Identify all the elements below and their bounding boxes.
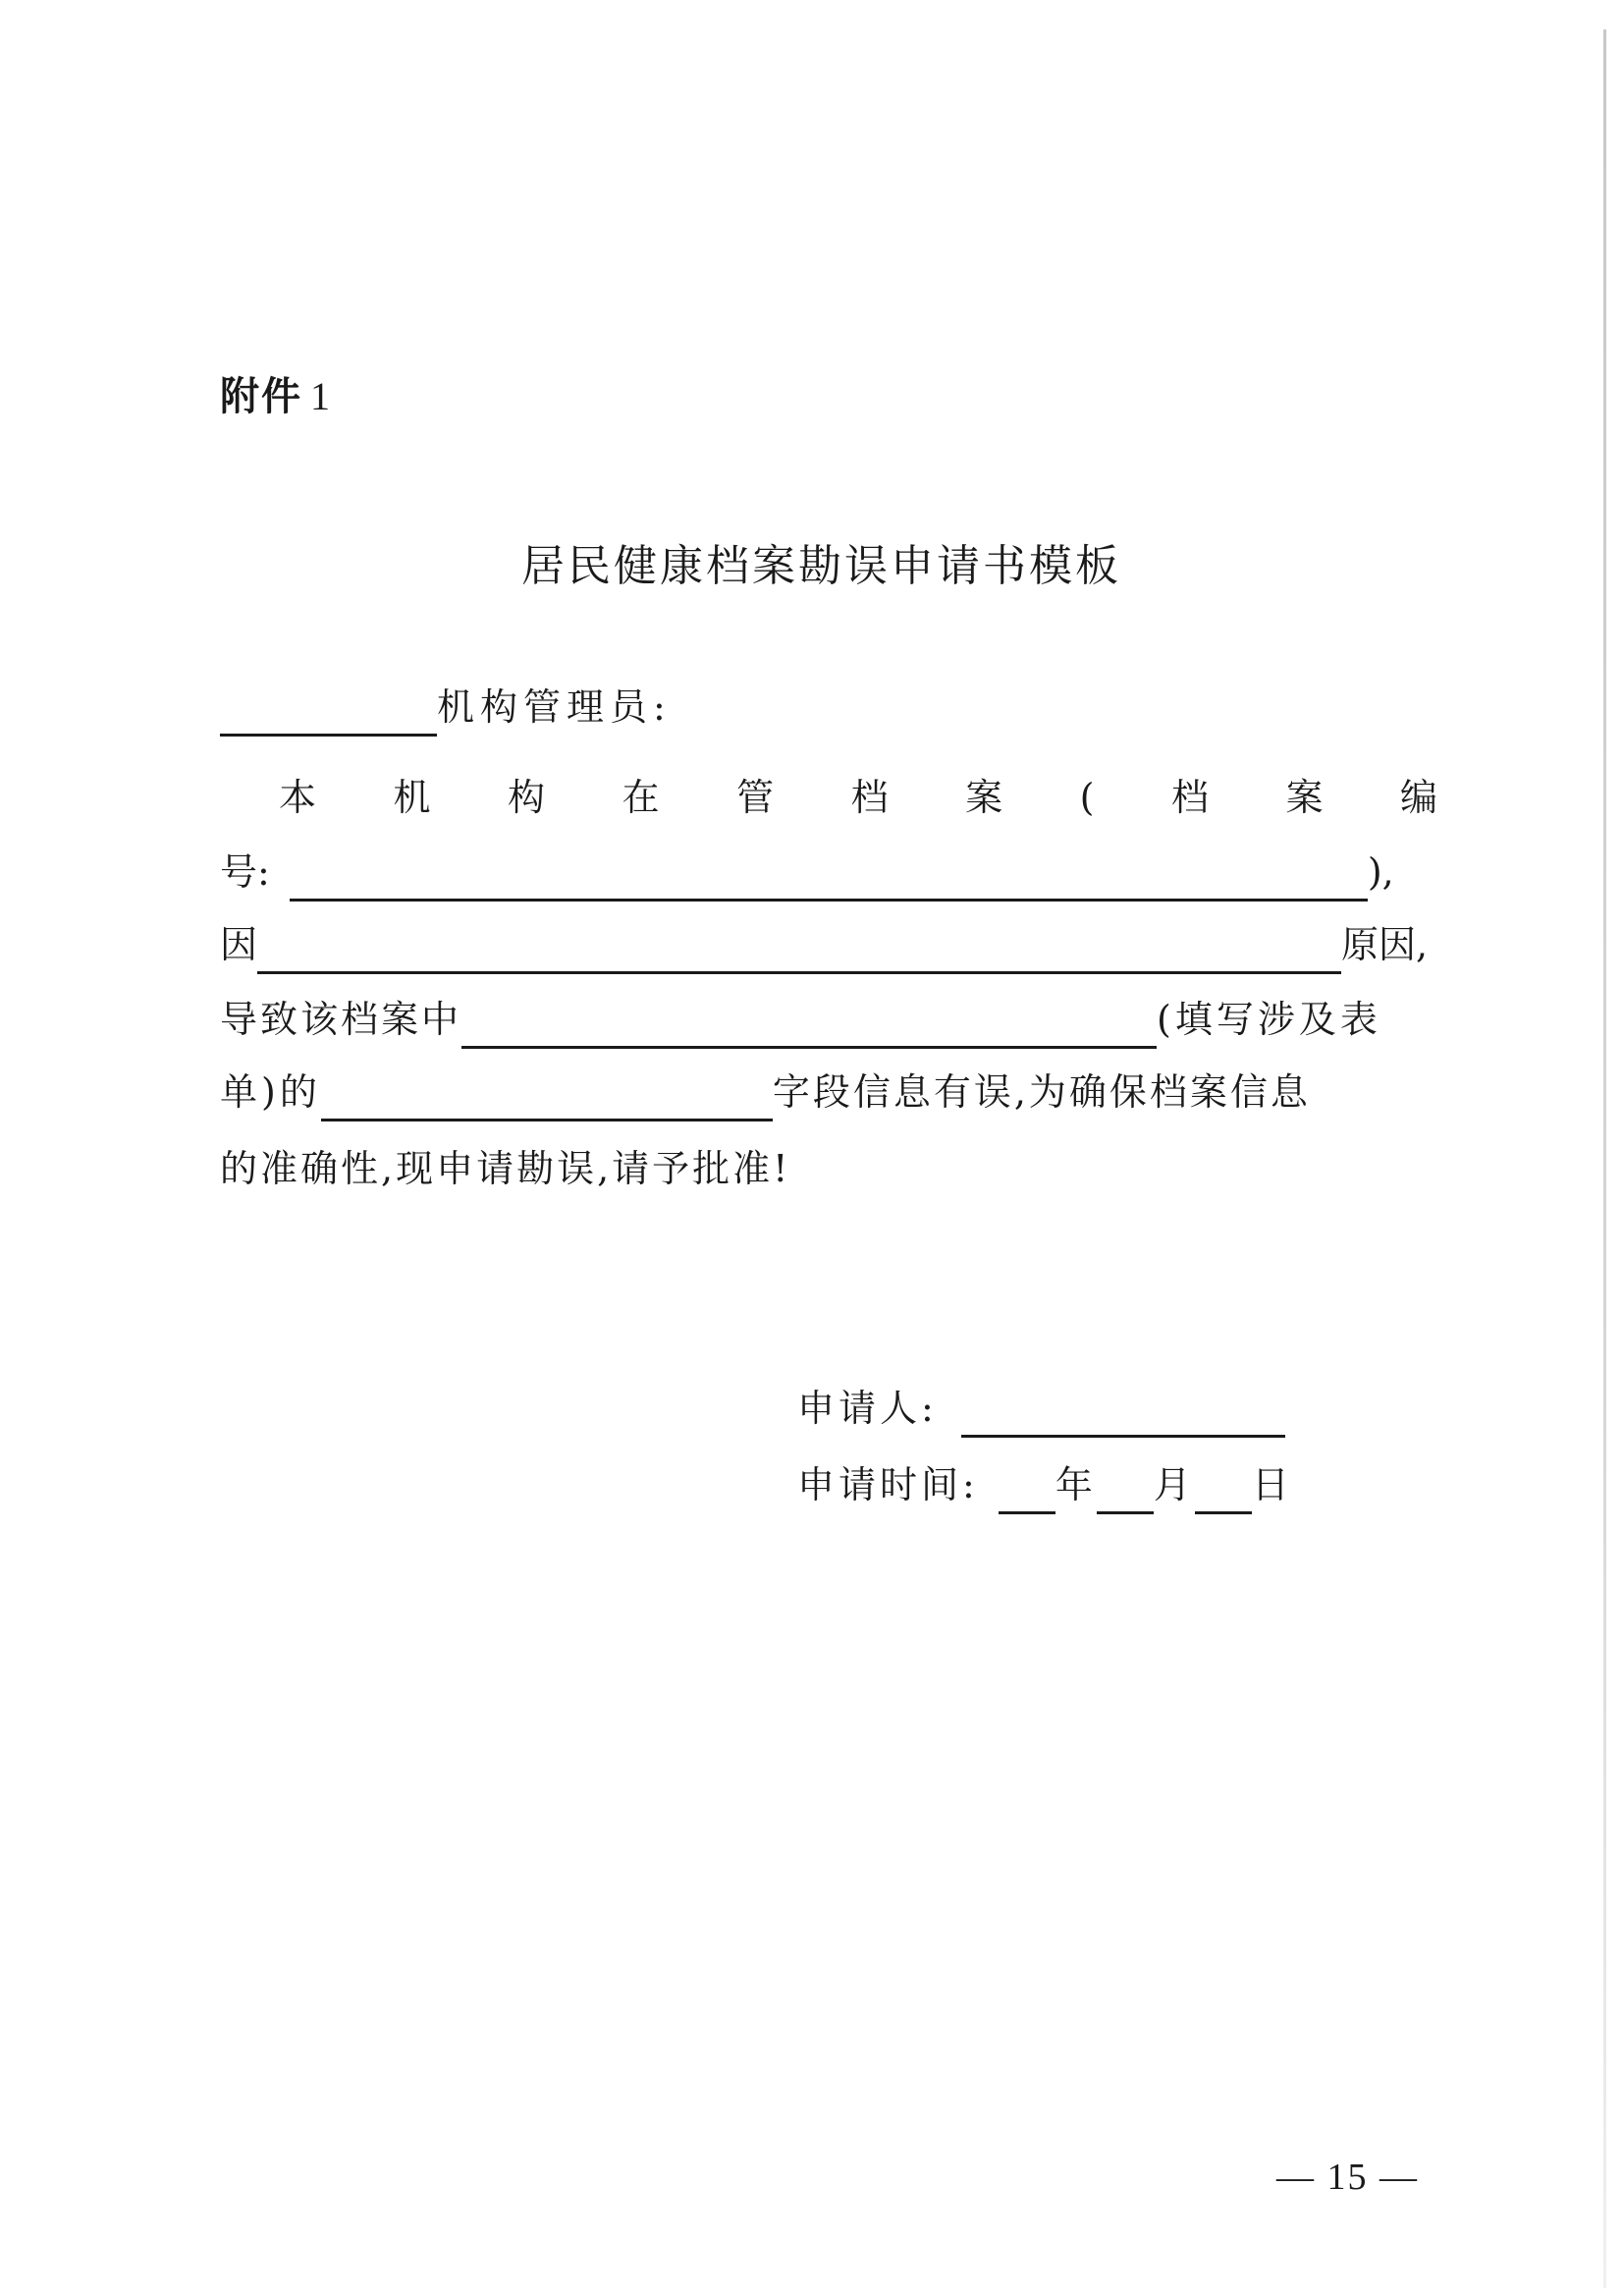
archive-number-blank[interactable] bbox=[290, 855, 1368, 902]
date-label: 申请时间: bbox=[797, 1463, 979, 1506]
form-blank[interactable] bbox=[461, 1003, 1157, 1049]
day-blank[interactable] bbox=[1195, 1468, 1252, 1514]
reason-prefix: 因 bbox=[220, 923, 258, 966]
body-char: 案 bbox=[1285, 776, 1324, 819]
institution-blank[interactable] bbox=[220, 690, 437, 737]
body-line-2 bbox=[220, 843, 1437, 902]
field-blank[interactable] bbox=[321, 1075, 773, 1121]
attachment-text: 附件 bbox=[220, 374, 302, 419]
body-line-1 bbox=[220, 768, 1437, 827]
field-prefix: 单)的 bbox=[220, 1070, 321, 1114]
body-char: 档 bbox=[1170, 776, 1209, 819]
field-suffix: 字段信息有误,为确保档案信息 bbox=[772, 1070, 1311, 1114]
body-char: 机 bbox=[393, 776, 431, 819]
body-char: 管 bbox=[736, 776, 775, 819]
body-char: 档 bbox=[850, 776, 889, 819]
applicant-label: 申请人: bbox=[797, 1387, 938, 1430]
attachment-label bbox=[220, 365, 332, 421]
month-blank[interactable] bbox=[1097, 1468, 1154, 1514]
form-prefix: 导致该档案中 bbox=[220, 998, 462, 1041]
date-line bbox=[797, 1455, 1293, 1514]
body-char: 本 bbox=[279, 776, 317, 819]
form-suffix: (填写涉及表 bbox=[1157, 998, 1381, 1041]
body-char: ( bbox=[1079, 776, 1095, 819]
salutation-suffix: 机构管理员: bbox=[437, 685, 672, 729]
month-label: 月 bbox=[1153, 1463, 1195, 1506]
line2-suffix: ), bbox=[1367, 850, 1394, 894]
applicant-line bbox=[797, 1379, 1285, 1438]
reason-suffix: 原因, bbox=[1341, 923, 1429, 966]
page-number: — 15 — bbox=[1276, 2157, 1419, 2198]
body-char: 案 bbox=[965, 776, 1003, 819]
day-label: 日 bbox=[1251, 1463, 1293, 1506]
scan-edge-border bbox=[1603, 29, 1606, 2288]
body-char: 在 bbox=[622, 776, 660, 819]
year-blank[interactable] bbox=[999, 1468, 1055, 1514]
body-line-4 bbox=[220, 990, 1437, 1049]
body-char: 编 bbox=[1399, 776, 1437, 819]
closing-sentence: 的准确性,现申请勘误,请予批准! bbox=[220, 1147, 791, 1190]
body-line-3 bbox=[220, 915, 1437, 974]
document-title: 居民健康档案勘误申请书模板 bbox=[521, 541, 1121, 591]
body-line-6 bbox=[220, 1139, 1437, 1198]
reason-blank[interactable] bbox=[257, 928, 1341, 974]
salutation-line bbox=[220, 678, 1437, 737]
year-label: 年 bbox=[1055, 1463, 1097, 1506]
attachment-number: 1 bbox=[310, 374, 332, 418]
archive-number-label: 号: bbox=[220, 850, 270, 894]
body-line-5 bbox=[220, 1063, 1437, 1121]
body-char: 构 bbox=[508, 776, 546, 819]
applicant-blank[interactable] bbox=[961, 1392, 1285, 1438]
